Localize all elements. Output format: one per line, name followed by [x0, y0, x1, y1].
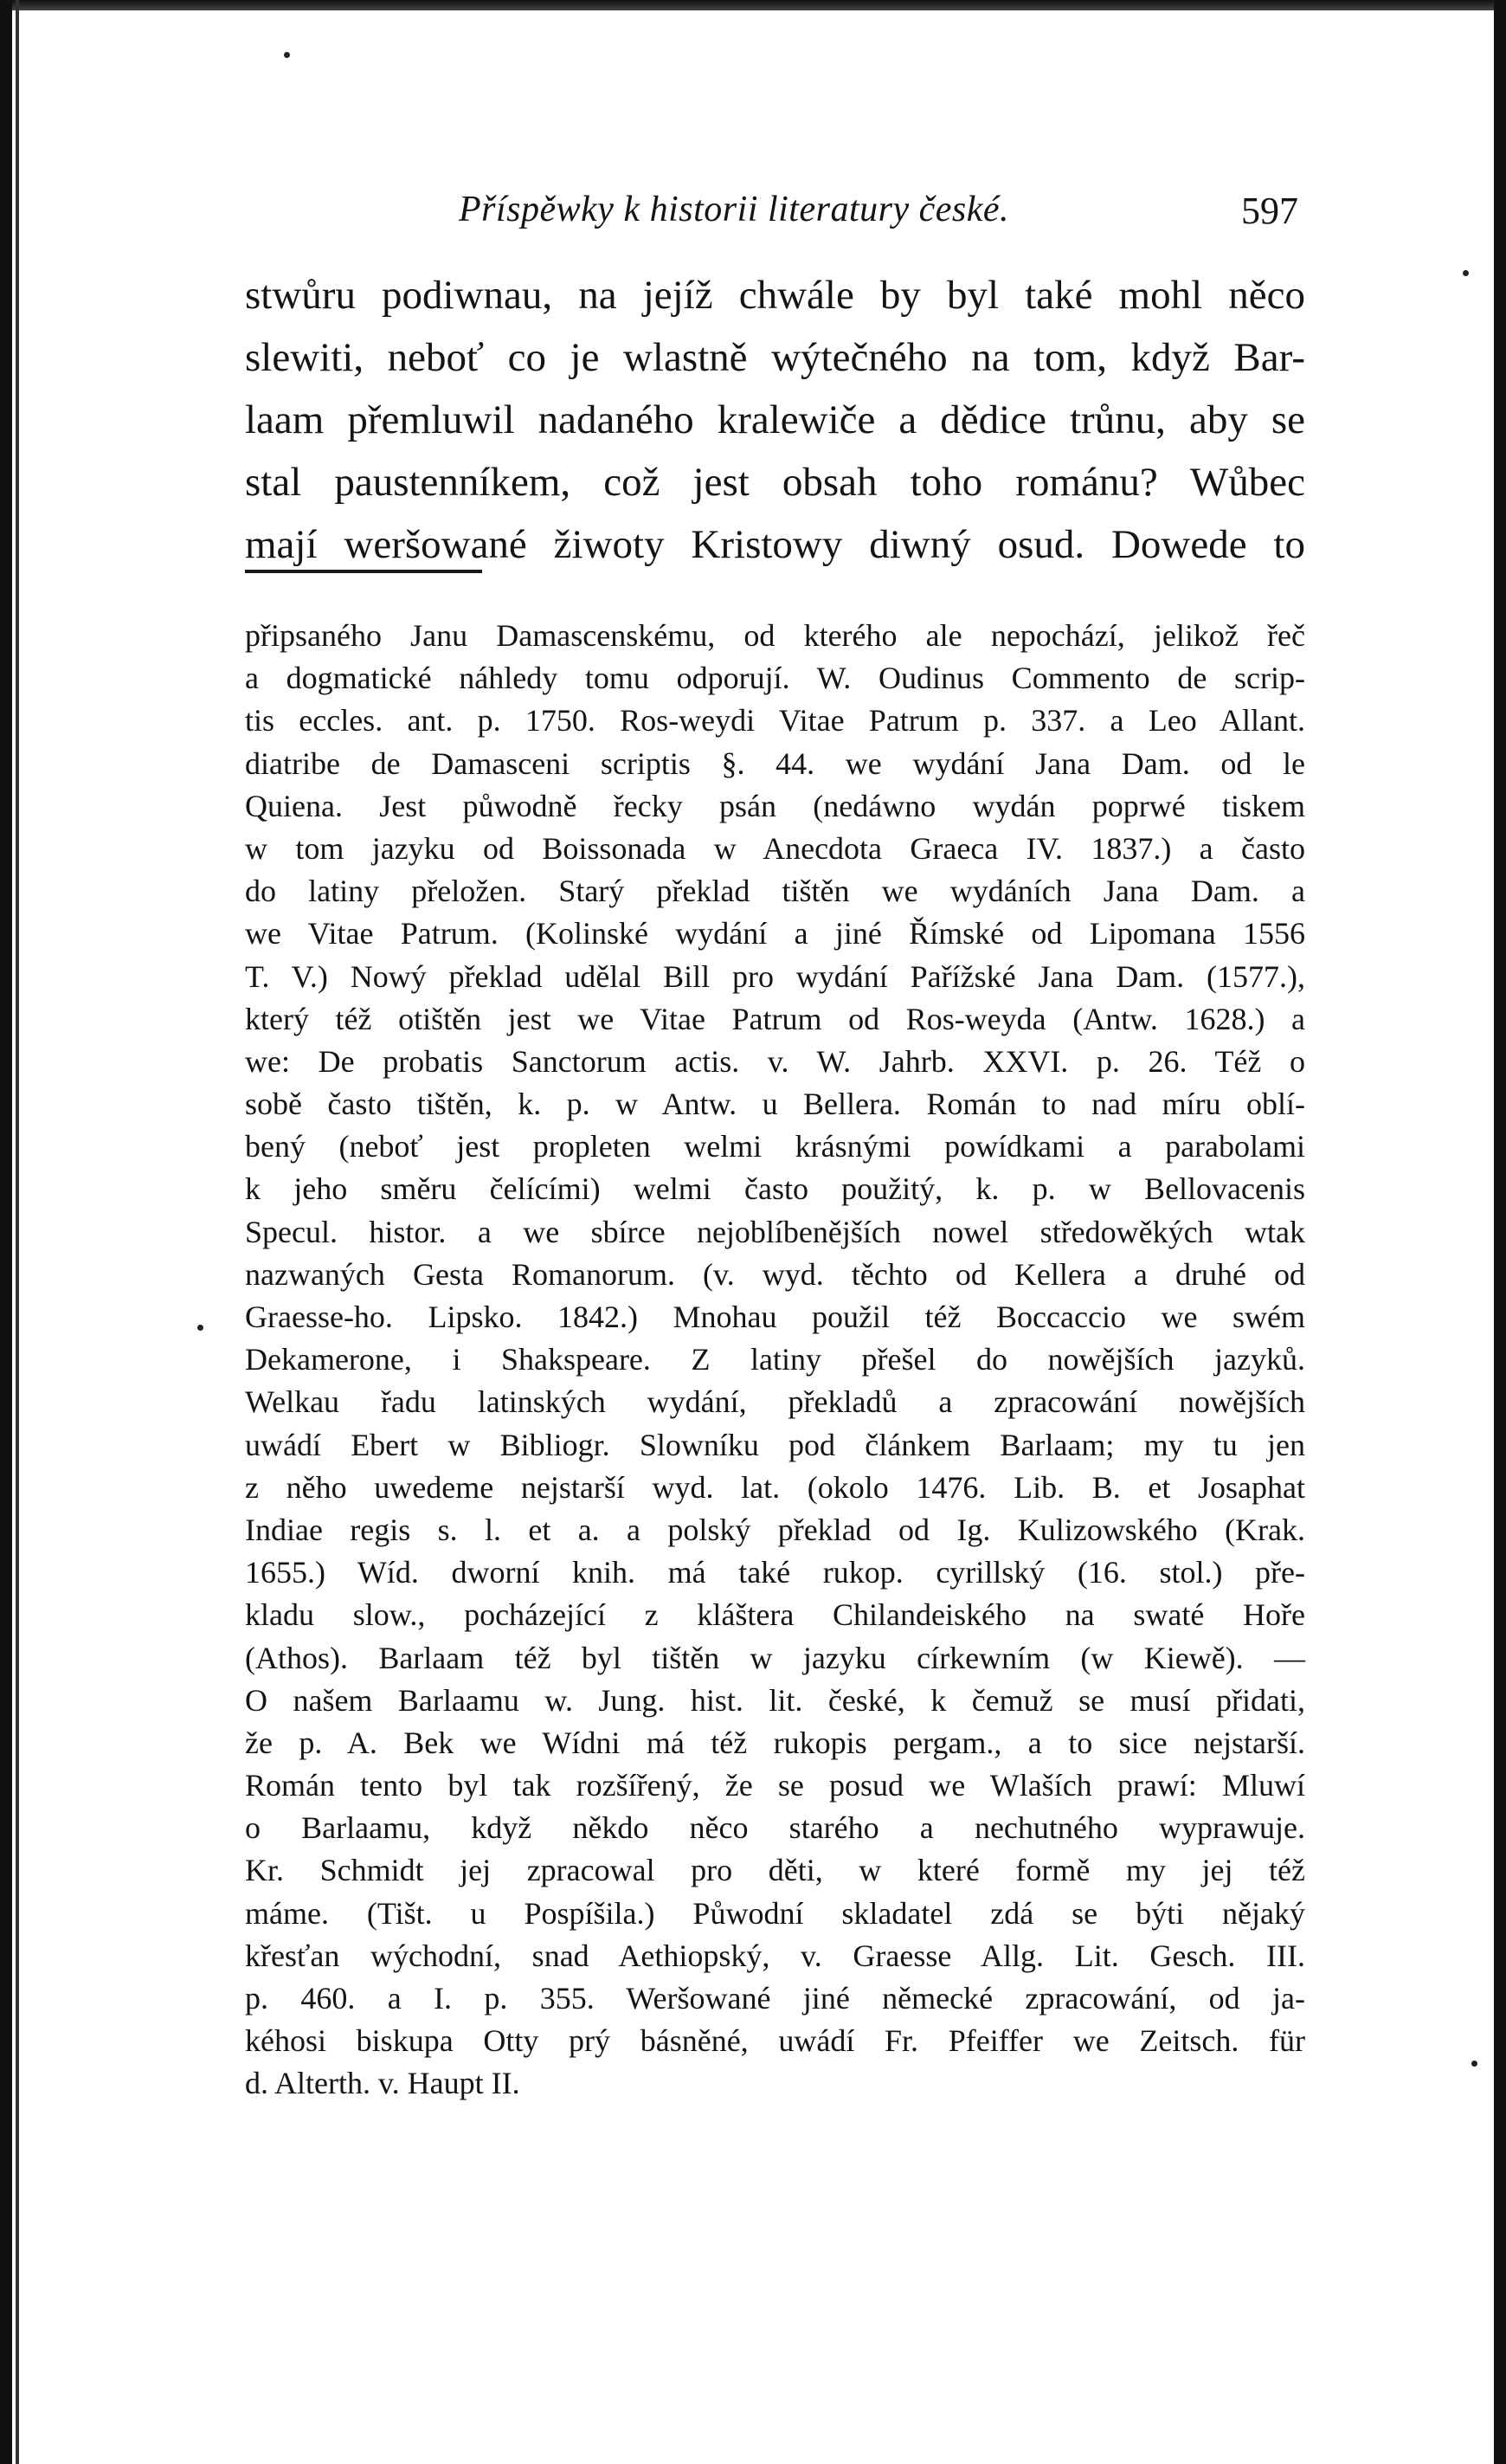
footnote-line: (Athos). Barlaam též byl tištěn w jazyku církewním (w Kiewě). —	[245, 1640, 1305, 1675]
ink-speck	[1463, 270, 1469, 276]
footnote-line: do latiny přeložen. Starý překlad tištěn we wydáních Jana Dam. a	[245, 874, 1305, 909]
scan-border-left	[0, 0, 12, 2464]
footnote-line: o Barlaamu, když někdo něco starého a nechutného wyprawuje.	[245, 1810, 1305, 1846]
footnote-line: Kr. Schmidt jej zpracowal pro děti, w které formě my jej též	[245, 1853, 1305, 1888]
ink-speck	[1471, 2061, 1477, 2067]
text-line: slewiti, neboť co je wlastně wýtečného na tom, když Bar-	[245, 335, 1305, 380]
footnote-line: T. V.) Nowý překlad udělal Bill pro wydání Pařížské Jana Dam. (1577.),	[245, 958, 1305, 994]
footnote-line: že p. A. Bek we Wídni má též rukopis pergam., a to sice nejstarší.	[245, 1725, 1305, 1760]
footnote-line: d. Alterth. v. Haupt II.	[245, 2066, 520, 2101]
footnote-line: Welkau řadu latinských wydání, překladů a zpracowání nowějších	[245, 1384, 1305, 1420]
ink-speck	[284, 52, 290, 58]
footnote-line: Quiena. Jest půwodně řecky psán (nedáwno wydán poprwé tiskem	[245, 788, 1305, 823]
footnote-line: we Vitae Patrum. (Kolinské wydání a jiné Římské od Lipomana 1556	[245, 916, 1305, 951]
footnote-line: diatribe de Damasceni scriptis §. 44. we wydání Jana Dam. od le	[245, 745, 1305, 781]
footnote-line: Indiae regis s. l. et a. a polský překlad od Ig. Kulizowského (Krak.	[245, 1512, 1305, 1547]
footnote-line: z něho uwedeme nejstarší wyd. lat. (okolo 1476. Lib. B. et Josaphat	[245, 1469, 1305, 1505]
footnote-line: uwádí Ebert w Bibliogr. Slowníku pod článkem Barlaam; my tu jen	[245, 1427, 1305, 1462]
text-line: mají weršowané žiwoty Kristowy diwný osud. Dowede to	[245, 522, 1305, 567]
footnote-line: k jeho směru čelícími) welmi často použitý, k. p. w Bellovacenis	[245, 1171, 1305, 1207]
text-line: laam přemluwil nadaného kralewiče a dědice trůnu, aby se	[245, 397, 1305, 442]
footnote-line: a dogmatické náhledy tomu odporují. W. Oudinus Commento de scrip-	[245, 661, 1305, 696]
footnote-line: Specul. histor. a we sbírce nejoblíbenějších nowel středowěkých wtak	[245, 1214, 1305, 1249]
footnote-line: Dekamerone, i Shakspeare. Z latiny přešel do nowějších jazyků.	[245, 1342, 1305, 1377]
footnote-line: 1655.) Wíd. dworní knih. má také rukop. cyrillský (16. stol.) pře-	[245, 1555, 1305, 1590]
footnote-line: Graesse-ho. Lipsko. 1842.) Mnohau použil též Boccaccio we swém	[245, 1300, 1305, 1334]
footnote-line: w tom jazyku od Boissonada w Anecdota Graeca IV. 1837.) a často	[245, 830, 1305, 866]
footnote-rule	[245, 570, 482, 573]
scan-border-inner	[16, 0, 19, 2464]
footnote	[245, 615, 1305, 2106]
footnote-line: připsaného Janu Damascenskému, od kterého ale nepochází, jelikož řeč	[245, 618, 1305, 653]
ink-speck	[197, 1325, 203, 1331]
main-text	[245, 264, 1305, 576]
page-number: 597	[1241, 190, 1298, 232]
footnote-line: nazwaných Gesta Romanorum. (v. wyd. těchto od Kellera a druhé od	[245, 1256, 1305, 1292]
scan-border-right	[1494, 0, 1506, 2464]
footnote-line: p. 460. a I. p. 355. Weršowané jiné německé zpracowání, od ja-	[245, 1981, 1305, 2016]
text-line: stwůru podiwnau, na jejíž chwále by byl také mohl něco	[245, 273, 1305, 318]
text-line: stal paustenníkem, což jest obsah toho románu? Wůbec	[245, 460, 1305, 505]
running-title: Příspěwky k historii literatury české.	[459, 190, 1010, 229]
footnote-line: tis eccles. ant. p. 1750. Ros-weydi Vitae Patrum p. 337. a Leo Allant.	[245, 703, 1305, 739]
footnote-line: O našem Barlaamu w. Jung. hist. lit. české, k čemuž se musí přidati,	[245, 1682, 1305, 1718]
footnote-line: bený (neboť jest propleten welmi krásnými powídkami a parabolami	[245, 1129, 1305, 1164]
footnote-line: we: De probatis Sanctorum actis. v. W. Jahrb. XXVI. p. 26. Též o	[245, 1043, 1305, 1079]
footnote-line: sobě často tištěn, k. p. w Antw. u Bellera. Román to nad míru oblí-	[245, 1087, 1305, 1122]
footnote-line: křesťan wýchodní, snad Aethiopský, v. Graesse Allg. Lit. Gesch. III.	[245, 1938, 1305, 1973]
footnote-line: Román tento byl tak rozšířený, že se posud we Wlaších prawí: Mluwí	[245, 1768, 1305, 1803]
scan-border-top	[0, 0, 1506, 10]
footnote-line: který též otištěn jest we Vitae Patrum od Ros-weyda (Antw. 1628.) a	[245, 1001, 1305, 1036]
footnote-line: kéhosi biskupa Otty prý básněné, uwádí Fr. Pfeiffer we Zeitsch. für	[245, 2023, 1305, 2059]
footnote-line: kladu slow., pocházející z kláštera Chilandeiského na swaté Hoře	[245, 1597, 1305, 1633]
footnote-line: máme. (Tišt. u Pospíšila.) Půwodní skladatel zdá se býti nějaký	[245, 1895, 1305, 1931]
